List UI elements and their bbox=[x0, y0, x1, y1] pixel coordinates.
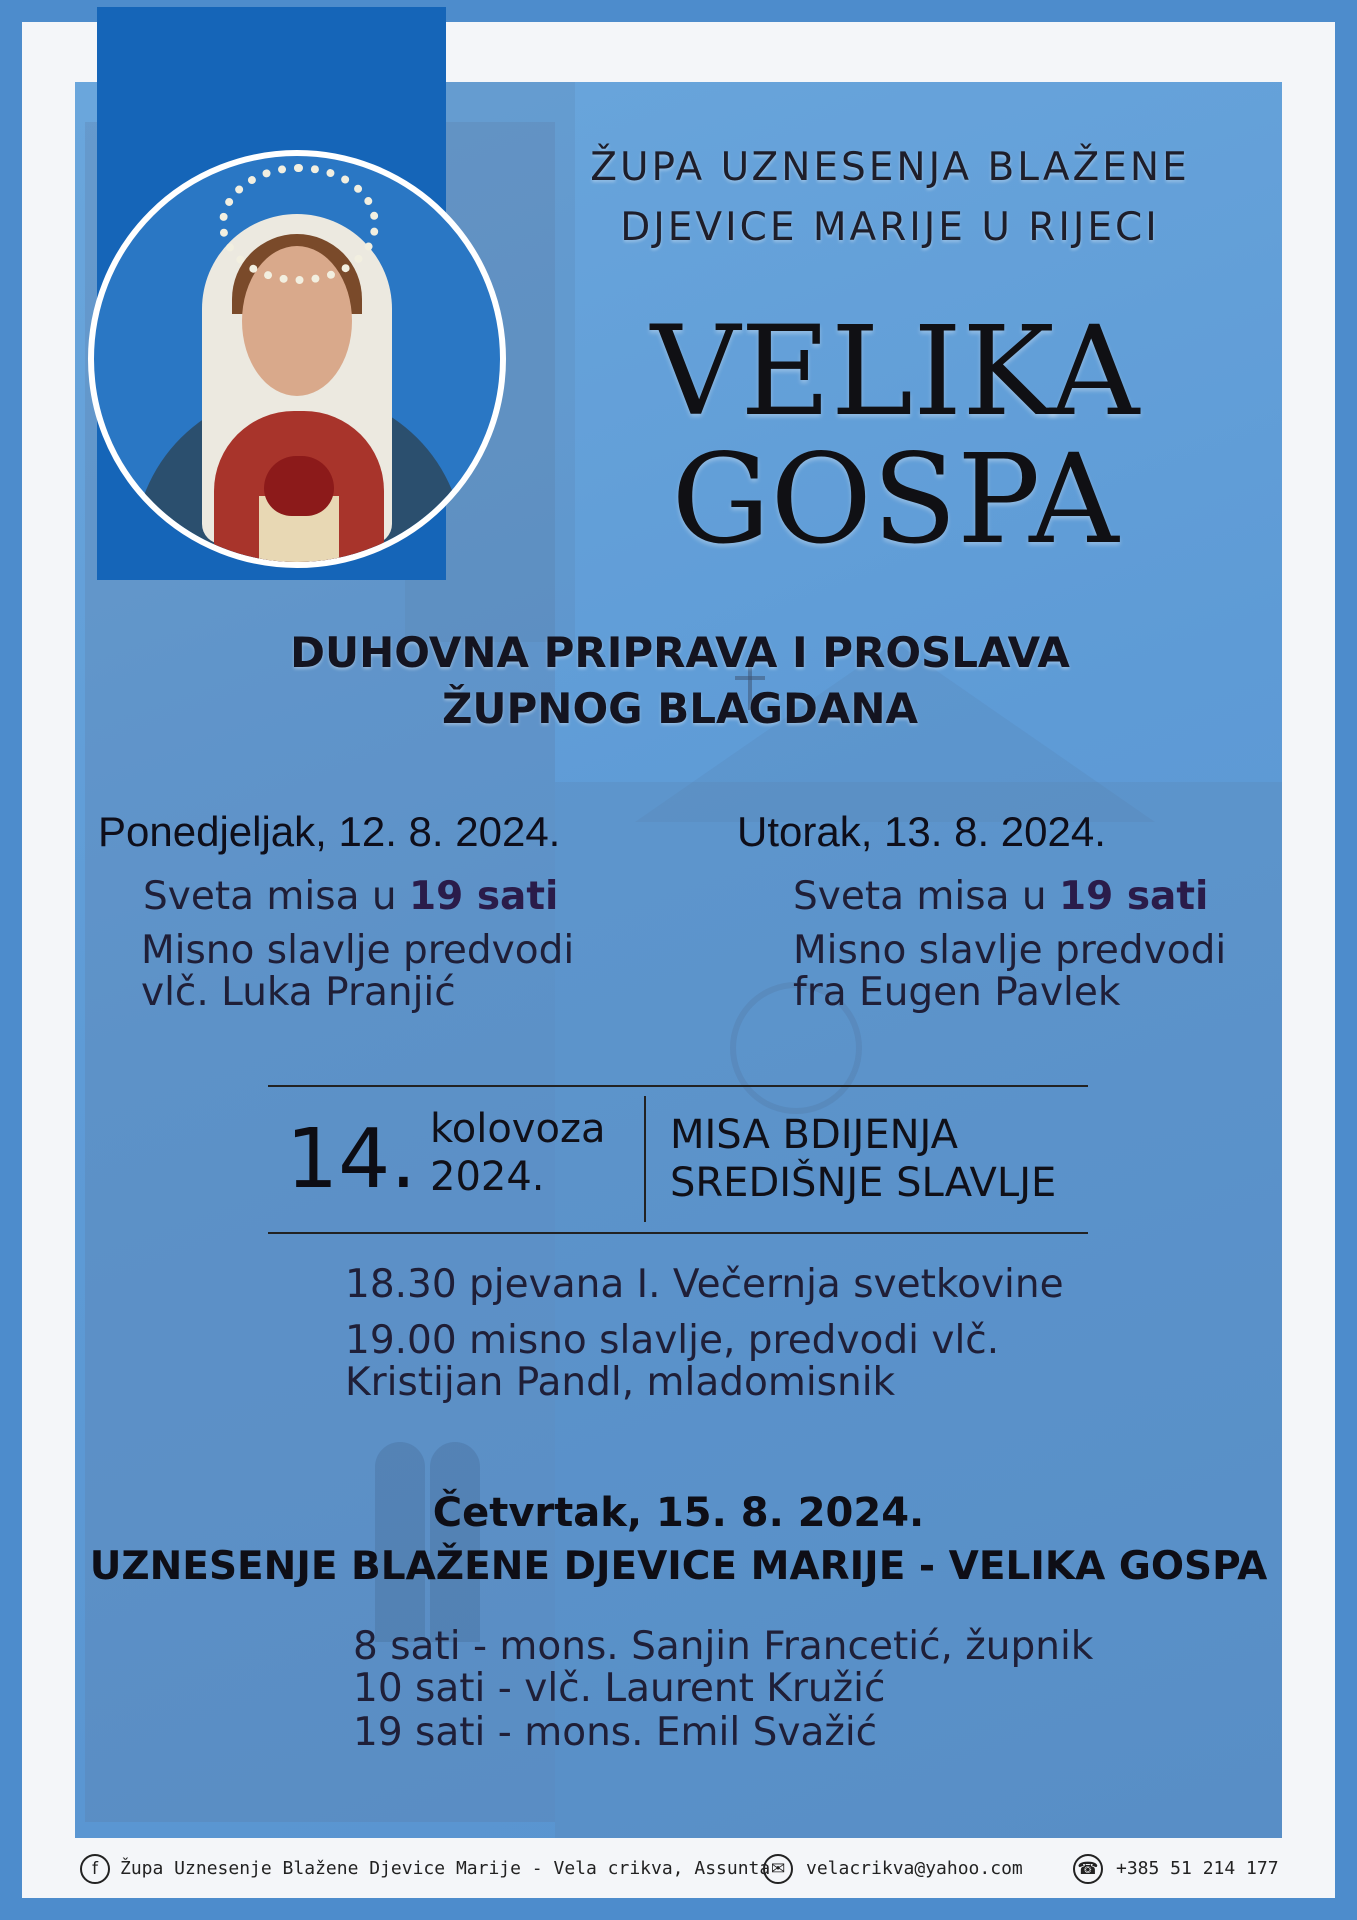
phone-icon[interactable]: ☎ bbox=[1073, 1854, 1103, 1884]
monday-mass bbox=[143, 874, 558, 919]
tuesday-lead-line1: Misno slavlje predvodi bbox=[793, 928, 1227, 973]
subtitle-line1: DUHOVNA PRIPRAVA I PROSLAVA bbox=[290, 628, 1070, 677]
monday-mass-prefix: Sveta misa u bbox=[143, 874, 409, 919]
divider-vertical bbox=[644, 1096, 646, 1222]
tuesday-mass bbox=[793, 874, 1208, 919]
phone-link[interactable]: +385 51 214 177 bbox=[1116, 1858, 1279, 1879]
arched-window-bg bbox=[375, 1442, 425, 1642]
email-link[interactable]: velacrikva@yahoo.com bbox=[806, 1858, 1023, 1879]
facebook-link[interactable]: Župa Uznesenje Blažene Djevice Marije - Vela crikva, Assunta bbox=[120, 1858, 771, 1879]
parish-name-line1: ŽUPA UZNESENJA BLAŽENE bbox=[590, 145, 1190, 190]
vigil-item2-line1: 19.00 misno slavlje, predvodi vlč. bbox=[345, 1318, 1000, 1363]
tuesday-mass-prefix: Sveta misa u bbox=[793, 874, 1059, 919]
tuesday-date: Utorak, 13. 8. 2024. bbox=[737, 808, 1106, 855]
sacred-heart-icon bbox=[264, 456, 334, 516]
monday-lead-line1: Misno slavlje predvodi bbox=[141, 928, 575, 973]
thursday-date: Četvrtak, 15. 8. 2024. bbox=[432, 1490, 925, 1536]
footer bbox=[0, 1840, 1357, 1898]
tuesday-mass-time: 19 sati bbox=[1058, 874, 1209, 919]
facebook-icon[interactable]: f bbox=[80, 1854, 110, 1884]
mass-item: 10 sati - vlč. Laurent Kružić bbox=[353, 1666, 886, 1711]
vigil-item1: 18.30 pjevana I. Večernja svetkovine bbox=[345, 1262, 1064, 1307]
halo-stars-icon bbox=[219, 164, 379, 284]
envelope-icon[interactable]: ✉ bbox=[763, 1854, 793, 1884]
mass-item: 8 sati - mons. Sanjin Francetić, župnik bbox=[353, 1624, 1094, 1669]
vigil-item2-line2: Kristijan Pandl, mladomisnik bbox=[345, 1360, 896, 1405]
title-line1: VELIKA bbox=[650, 300, 1140, 444]
divider-bottom bbox=[268, 1232, 1088, 1234]
mass-item: 19 sati - mons. Emil Svažić bbox=[353, 1710, 878, 1755]
vigil-label-line1: MISA BDIJENJA bbox=[670, 1112, 959, 1158]
vigil-label-line2: SREDIŠNJE SLAVLJE bbox=[670, 1160, 1057, 1206]
arched-window-bg bbox=[430, 1442, 480, 1642]
monday-lead-line2: vlč. Luka Pranjić bbox=[141, 970, 456, 1015]
title-line2: GOSPA bbox=[671, 428, 1119, 572]
divider-top bbox=[268, 1085, 1088, 1087]
tuesday-lead-line2: fra Eugen Pavlek bbox=[793, 970, 1121, 1015]
subtitle-line2: ŽUPNOG BLAGDANA bbox=[441, 684, 919, 733]
monday-mass-time: 19 sati bbox=[408, 874, 559, 919]
vigil-day: 14. bbox=[286, 1112, 417, 1207]
madonna-portrait bbox=[88, 150, 506, 568]
vigil-year: 2024. bbox=[430, 1154, 545, 1200]
parish-name-line2: DJEVICE MARIJE U RIJECI bbox=[620, 205, 1160, 250]
vigil-month: kolovoza bbox=[430, 1106, 606, 1152]
monday-date: Ponedjeljak, 12. 8. 2024. bbox=[98, 808, 561, 855]
thursday-feast: UZNESENJE BLAŽENE DJEVICE MARIJE - VELIKA GOSPA bbox=[89, 1544, 1268, 1589]
